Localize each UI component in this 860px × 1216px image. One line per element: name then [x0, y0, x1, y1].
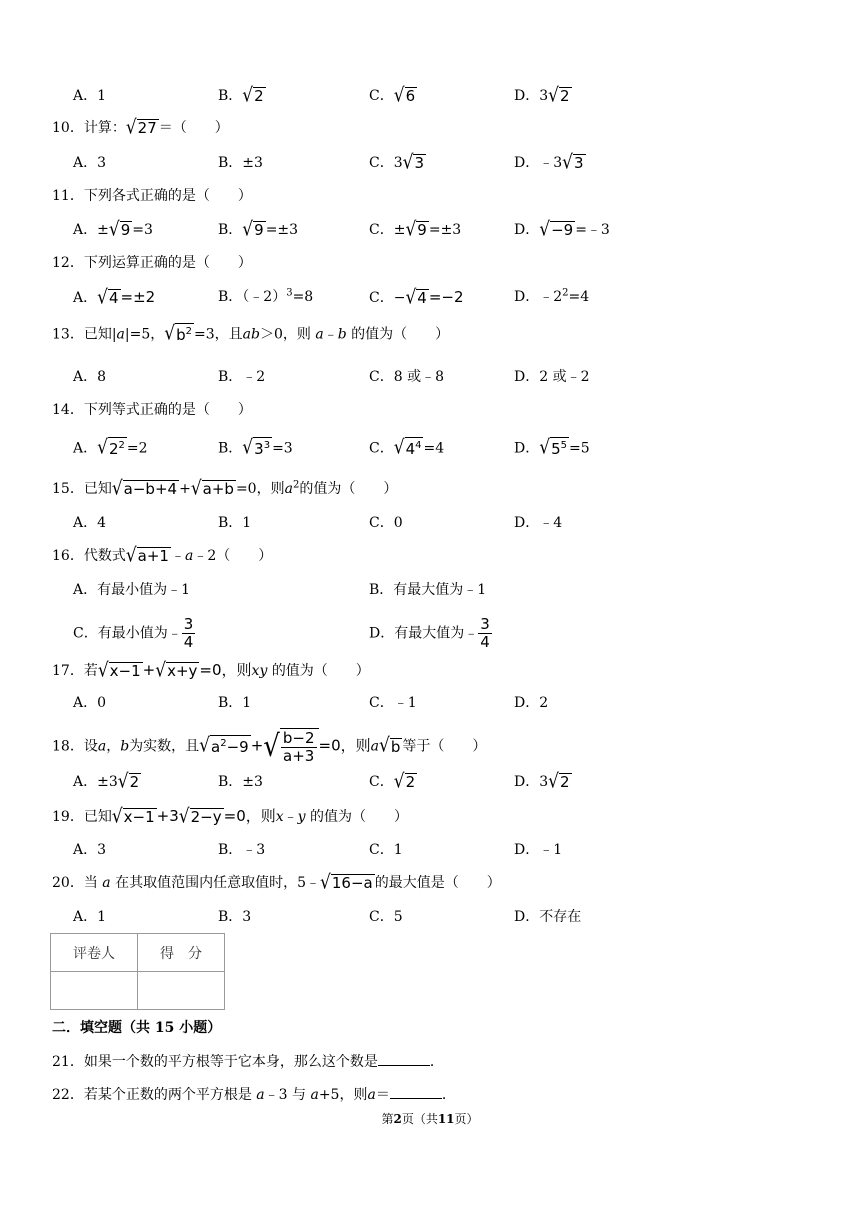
- sqrt-expression: √6: [393, 83, 416, 107]
- reviewer-cell: [51, 972, 138, 1010]
- q11-stem: 11．下列各式正确的是（ ）: [52, 188, 252, 204]
- q13-option-c: C．8 或﹣8: [369, 369, 444, 385]
- q10-option-b: B．±3: [218, 155, 263, 171]
- sqrt-expression: $√5^5$: [539, 436, 567, 460]
- answer-blank[interactable]: [390, 1086, 442, 1099]
- sqrt-expression: $√4^4$: [393, 436, 422, 460]
- sqrt-expression: $√b^2$: [164, 322, 192, 346]
- sqrt-expression: √b: [378, 734, 401, 758]
- q12-option-d: D．$﹣2^2=4$: [514, 287, 590, 305]
- fraction: $\frac{3}{4}$: [183, 615, 194, 651]
- q9-option-c: C．√6: [369, 83, 416, 107]
- q17-stem: 17．若√x−1 +√x+y =0，则xy 的值为（ ）: [52, 658, 370, 682]
- score-cell: [138, 972, 225, 1010]
- q10-option-d: D．﹣3√3: [514, 150, 584, 174]
- q14-option-c: C．$√4^4 =4$: [369, 436, 445, 460]
- sqrt-expression: √16−a: [320, 870, 373, 894]
- sqrt-expression: √4: [405, 285, 427, 309]
- sqrt-expression: √−9: [539, 217, 574, 241]
- q15-option-a: A．4: [73, 515, 107, 531]
- q18-stem: 18．设a，b为实数，且$√a^2-9$ +√ $\frac{b-2}{a+3}$ =0，则a√b 等于（ ）: [52, 729, 487, 765]
- q18-option-b: B．±3: [218, 774, 263, 790]
- q17-option-d: D．2: [514, 695, 549, 711]
- score-header: 得 分: [138, 934, 225, 972]
- q17-option-b: B．1: [218, 695, 252, 711]
- sqrt-expression: $√3^3$: [242, 436, 271, 460]
- sqrt-expression: √9: [405, 217, 427, 241]
- q9-option-b: B．√2: [218, 83, 264, 107]
- fraction: $\frac{b-2}{a+3}$: [282, 729, 315, 765]
- q21-stem: 21．如果一个数的平方根等于它本身，那么这个数是 ．: [52, 1054, 444, 1070]
- q20-option-d: D．不存在: [514, 909, 582, 925]
- sqrt-expression: √3: [562, 150, 584, 174]
- q12-option-b: B．（﹣2）$^3$=8: [218, 287, 314, 305]
- q14-option-a: A．$√2^2 =2$: [73, 436, 148, 460]
- sqrt-expression: √x−1: [111, 804, 155, 828]
- q10-stem: 10．计算：√27 ＝（ ）: [52, 115, 229, 139]
- q19-option-d: D．﹣1: [514, 842, 563, 858]
- q13-option-d: D．2 或﹣2: [514, 369, 590, 385]
- q11-option-b: B．√9 =±3: [218, 217, 299, 241]
- q15-stem: 15．已知√a−b+4 +√a+b =0，则$a^2$的值为（ ）: [52, 476, 398, 500]
- q19-option-a: A．3: [73, 842, 107, 858]
- q14-stem: 14．下列等式正确的是（ ）: [52, 402, 252, 418]
- sqrt-expression: √3: [402, 150, 425, 174]
- score-table: [50, 933, 225, 1010]
- fraction: $\frac{3}{4}$: [480, 615, 490, 651]
- q15-option-d: D．﹣4: [514, 515, 563, 531]
- page-footer: 第2页（共11页）: [381, 1112, 479, 1126]
- q15-option-b: B．1: [218, 515, 252, 531]
- q12-option-a: A．√4 =±2: [73, 285, 156, 309]
- q11-option-a: A．±√9 =3: [73, 217, 153, 241]
- q12-stem: 12．下列运算正确的是（ ）: [52, 255, 252, 271]
- q13-stem: 13．已知|a|=5，$√b^2 =3$，且ab＞0，则 a﹣b 的值为（ ）: [52, 322, 450, 346]
- q9-option-a: A．1: [73, 88, 107, 104]
- q16-stem: 16．代数式√a+1 ﹣a﹣2（ ）: [52, 543, 273, 567]
- q10-option-c: C．3√3: [369, 150, 425, 174]
- sqrt-expression: √27: [125, 115, 157, 139]
- q16-option-c: C．有最小值为﹣ $\frac{3}{4}$: [73, 615, 194, 651]
- q20-option-b: B．3: [218, 909, 252, 925]
- sqrt-expression: √x−1: [97, 658, 141, 682]
- sqrt-expression: √a+1: [125, 543, 169, 567]
- q17-option-c: C．﹣1: [369, 695, 417, 711]
- sqrt-expression: √a+b: [190, 476, 234, 500]
- q17-option-a: A．0: [73, 695, 107, 711]
- sqrt-expression: √2: [242, 83, 264, 107]
- q14-option-d: D．$√5^5 =5$: [514, 436, 590, 460]
- sqrt-fraction-expression: √ $\frac{b-2}{a+3}$: [263, 728, 318, 765]
- q18-option-a: A．±3√2: [73, 769, 140, 793]
- q19-option-b: B．﹣3: [218, 842, 266, 858]
- section-title: 二．填空题（共 15 小题）: [52, 1020, 222, 1036]
- sqrt-expression: √9: [108, 217, 131, 241]
- sqrt-expression: √2: [548, 83, 570, 107]
- q22-stem: 22．若某个正数的两个平方根是 a﹣3 与 a+5，则a＝ ．: [52, 1087, 456, 1103]
- sqrt-expression: √9: [242, 217, 264, 241]
- q20-stem: 20．当 a 在其取值范围内任意取值时，5﹣√16−a 的最大值是（ ）: [52, 870, 501, 894]
- answer-blank[interactable]: [378, 1053, 430, 1066]
- q16-option-a: A．有最小值为﹣1: [73, 582, 191, 598]
- q10-option-a: A．3: [73, 155, 107, 171]
- q12-option-c: C．−√4 =−2: [369, 285, 464, 309]
- q19-stem: 19．已知√x−1 +3√2−y =0，则x﹣y 的值为（ ）: [52, 804, 409, 828]
- q16-option-d: D．有最大值为﹣ $\frac{3}{4}$: [369, 615, 490, 651]
- q13-option-b: B．﹣2: [218, 369, 266, 385]
- q11-option-d: D．√−9 =﹣3: [514, 217, 610, 241]
- q9-option-d: D．3√2: [514, 83, 570, 107]
- sqrt-expression: $√a^2-9$: [199, 734, 249, 758]
- q19-option-c: C．1: [369, 842, 403, 858]
- sqrt-expression: √2−y: [178, 804, 222, 828]
- q14-option-b: B．$√3^3 =3$: [218, 436, 293, 460]
- q20-option-a: A．1: [73, 909, 107, 925]
- sqrt-expression: √x+y: [155, 658, 198, 682]
- sqrt-expression: √2: [117, 769, 140, 793]
- q13-option-a: A．8: [73, 369, 107, 385]
- reviewer-header: 评卷人: [51, 934, 138, 972]
- q11-option-c: C．±√9 =±3: [369, 217, 462, 241]
- sqrt-expression: √4: [97, 285, 119, 309]
- q16-option-b: B．有最大值为﹣1: [369, 582, 487, 598]
- sqrt-expression: $√2^2$: [97, 436, 125, 460]
- q18-option-d: D．3√2: [514, 769, 570, 793]
- q18-option-c: C．√2: [369, 769, 416, 793]
- q20-option-c: C．5: [369, 909, 403, 925]
- q15-option-c: C．0: [369, 515, 403, 531]
- sqrt-expression: √2: [393, 769, 416, 793]
- sqrt-expression: √2: [548, 769, 570, 793]
- sqrt-expression: √a−b+4: [111, 476, 178, 500]
